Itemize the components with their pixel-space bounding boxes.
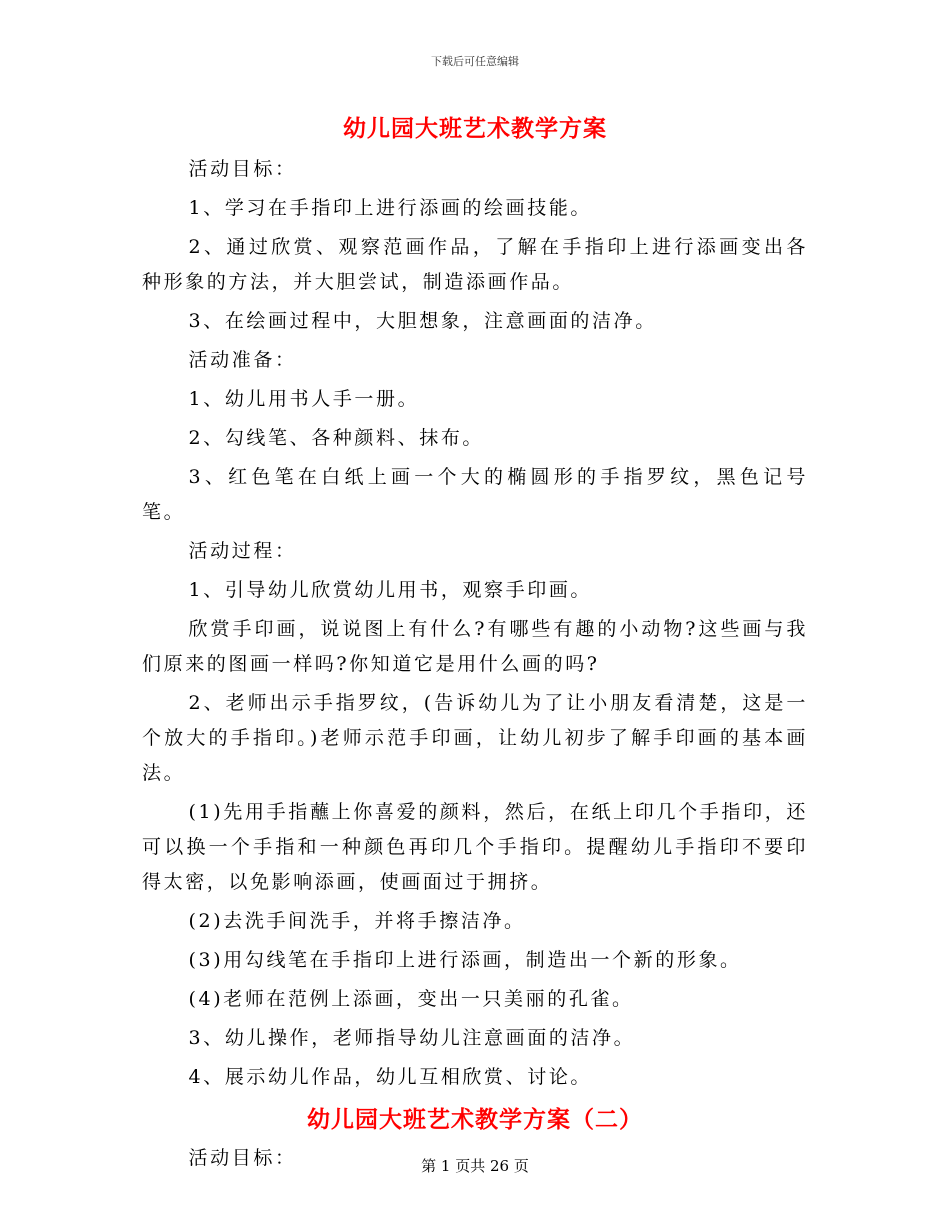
paragraph: (4)老师在范例上添画，变出一只美丽的孔雀。 (188, 988, 634, 1010)
paragraph: 活动过程： (188, 540, 297, 562)
page-header-note: 下载后可任意编辑 (431, 55, 519, 68)
paragraph: (1)先用手指蘸上你喜爱的颜料，然后，在纸上印几个手指印，还可以换一个手指和一种颜色再印几个手指印。提醒幼儿手指印不要印得太密，以免影响添画，使画面过于拥挤。 (142, 801, 808, 893)
paragraph: 1、学习在手指印上进行添画的绘画技能。 (188, 197, 593, 219)
paragraph: 2、老师出示手指罗纹，(告诉幼儿为了让小朋友看清楚，这是一个放大的手指印。)老师示范手印画，让幼儿初步了解手印画的基本画法。 (142, 692, 808, 784)
paragraph: (3)用勾线笔在手指印上进行添画，制造出一个新的形象。 (188, 949, 742, 971)
paragraph: 活动准备： (188, 349, 297, 371)
paragraph: 4、展示幼儿作品，幼儿互相欣赏、讨论。 (188, 1066, 593, 1088)
paragraph: 3、红色笔在白纸上画一个大的椭圆形的手指罗纹，黑色记号笔。 (142, 466, 808, 523)
paragraph: 活动目标： (188, 1147, 297, 1169)
paragraph: (2)去洗手间洗手，并将手擦洁净。 (188, 910, 526, 932)
paragraph: 3、幼儿操作，老师指导幼儿注意画面的洁净。 (188, 1027, 636, 1049)
paragraph: 活动目标： (188, 158, 297, 180)
section-2-title: 幼儿园大班艺术教学方案（二） (307, 1106, 643, 1133)
paragraph: 2、勾线笔、各种颜料、抹布。 (188, 427, 485, 449)
document-body (142, 108, 808, 1180)
paragraph: 3、在绘画过程中，大胆想象，注意画面的洁净。 (188, 310, 657, 332)
paragraph: 欣赏手印画，说说图上有什么?有哪些有趣的小动物?这些画与我们原来的图画一样吗?你知道它是用什么画的吗? (142, 618, 808, 675)
page-number-footer: 第 1 页共 26 页 (421, 1157, 529, 1175)
paragraph: 1、幼儿用书人手一册。 (188, 388, 420, 410)
section-1-title: 幼儿园大班艺术教学方案 (343, 115, 607, 142)
paragraph: 2、通过欣赏、观察范画作品，了解在手指印上进行添画变出各种形象的方法，并大胆尝试，制造添画作品。 (142, 236, 808, 293)
paragraph: 1、引导幼儿欣赏幼儿用书，观察手印画。 (188, 579, 593, 601)
